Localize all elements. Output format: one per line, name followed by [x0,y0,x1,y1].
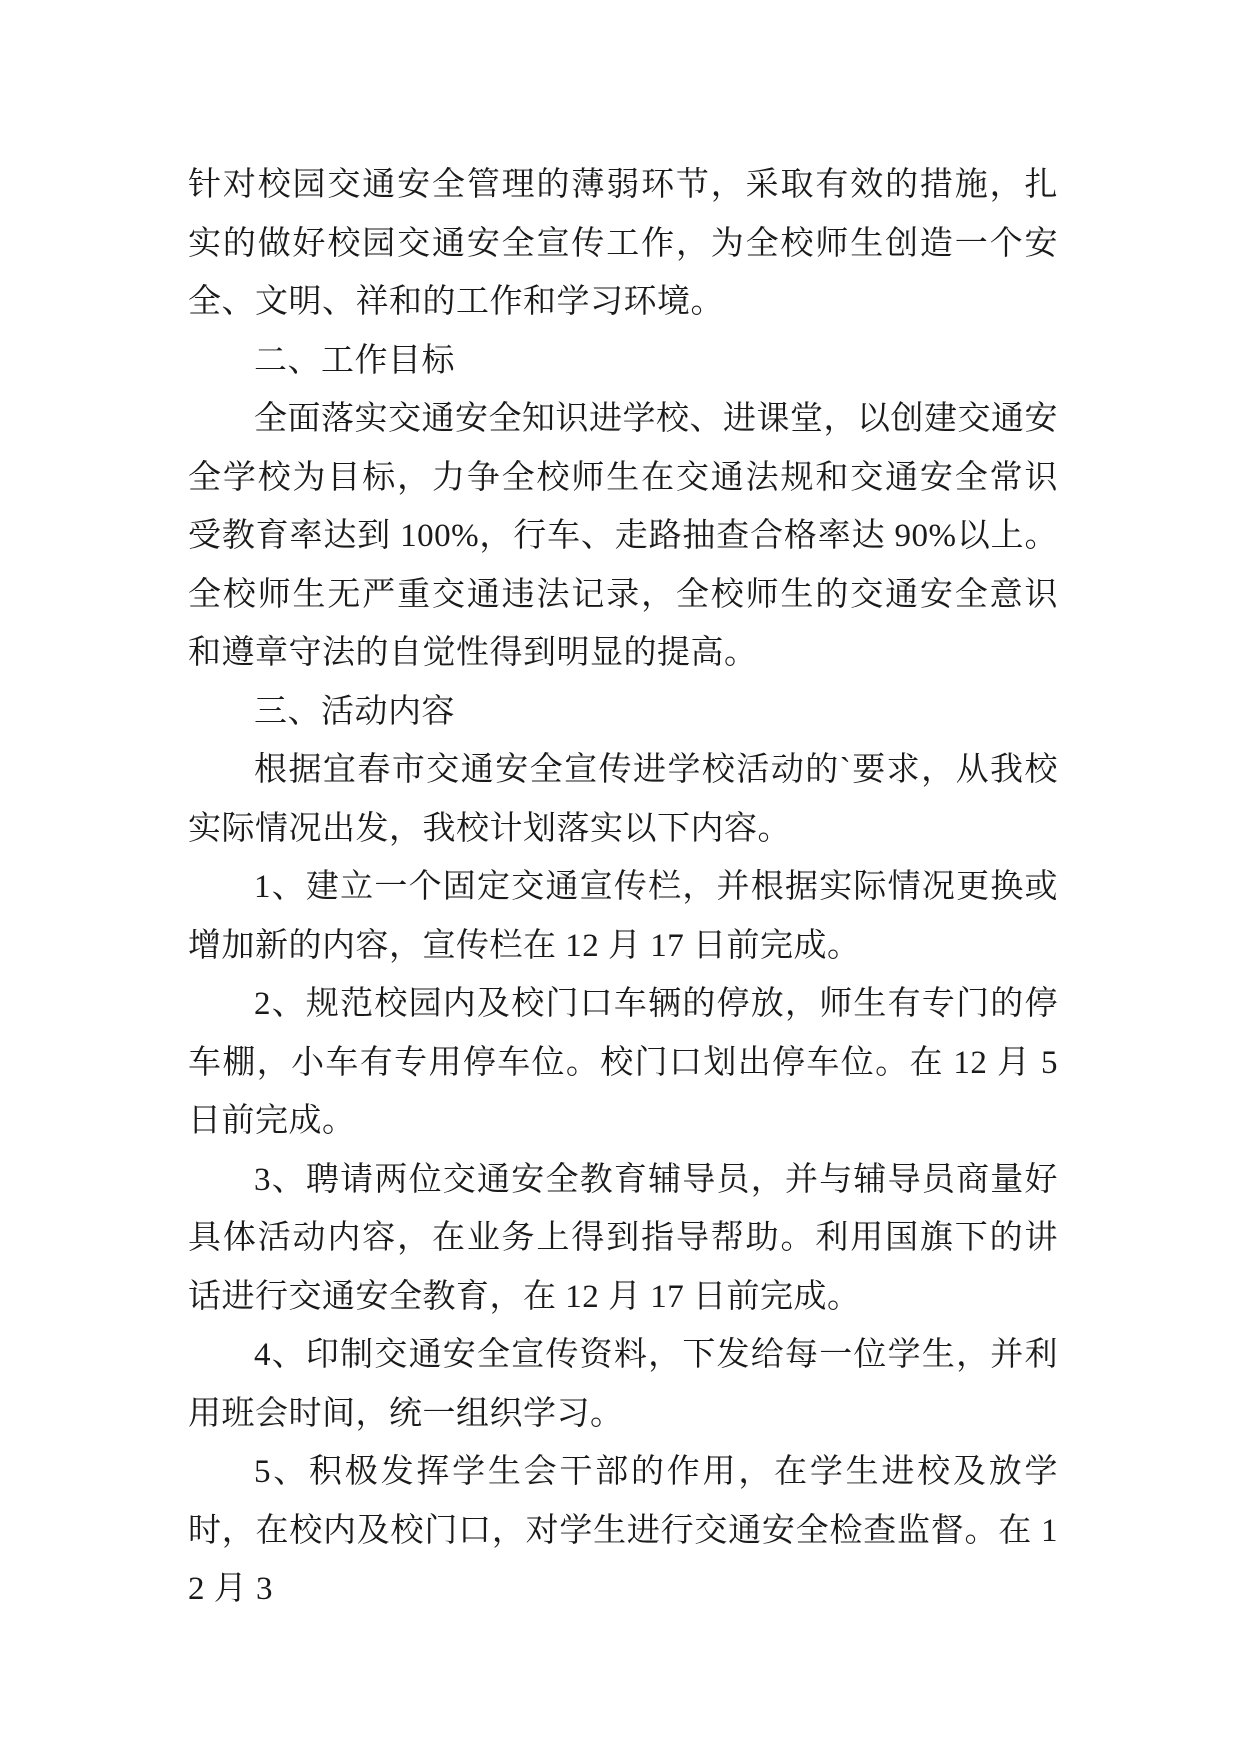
paragraph-item-5: 5、积极发挥学生会干部的作用，在学生进校及放学时，在校内及校门口，对学生进行交通安全检查监督。在 12 月 3 [188,1454,1058,1607]
paragraph-item-4: 4、印制交通安全宣传资料，下发给每一位学生，并利用班会时间，统一组织学习。 [188,1337,1058,1432]
paragraph-continuation: 针对校园交通安全管理的薄弱环节，采取有效的措施，扎实的做好校园交通安全宣传工作，为全校师生创造一个安全、文明、祥和的工作和学习环境。 [188,167,1058,320]
heading-work-goals: 二、工作目标 [254,342,455,379]
paragraph-activity-intro: 根据宜春市交通安全宣传进学校活动的`要求，从我校实际情况出发，我校计划落实以下内容。 [188,752,1058,847]
paragraph-item-1: 1、建立一个固定交通宣传栏，并根据实际情况更换或增加新的内容，宣传栏在 12 月 17 日前完成。 [188,869,1058,964]
document-text-block [188,156,1058,1619]
paragraph-item-3: 3、聘请两位交通安全教育辅导员，并与辅导员商量好具体活动内容，在业务上得到指导帮助。利用国旗下的讲话进行交通安全教育，在 12 月 17 日前完成。 [188,1161,1058,1315]
paragraph-item-2: 2、规范校园内及校门口车辆的停放，师生有专门的停车棚，小车有专用停车位。校门口划出停车位。在 12 月 5 日前完成。 [188,986,1058,1139]
paragraph-work-goals-body: 全面落实交通安全知识进学校、进课堂，以创建交通安全学校为目标，力争全校师生在交通法规和交通安全常识受教育率达到 100%，行车、走路抽查合格率达 90%以上。全校师生无严重交通违法记录，全校师生的交通安全意识和遵章守法的自觉性得到明显的提高。 [188,401,1058,671]
heading-activity-content: 三、活动内容 [254,693,455,730]
